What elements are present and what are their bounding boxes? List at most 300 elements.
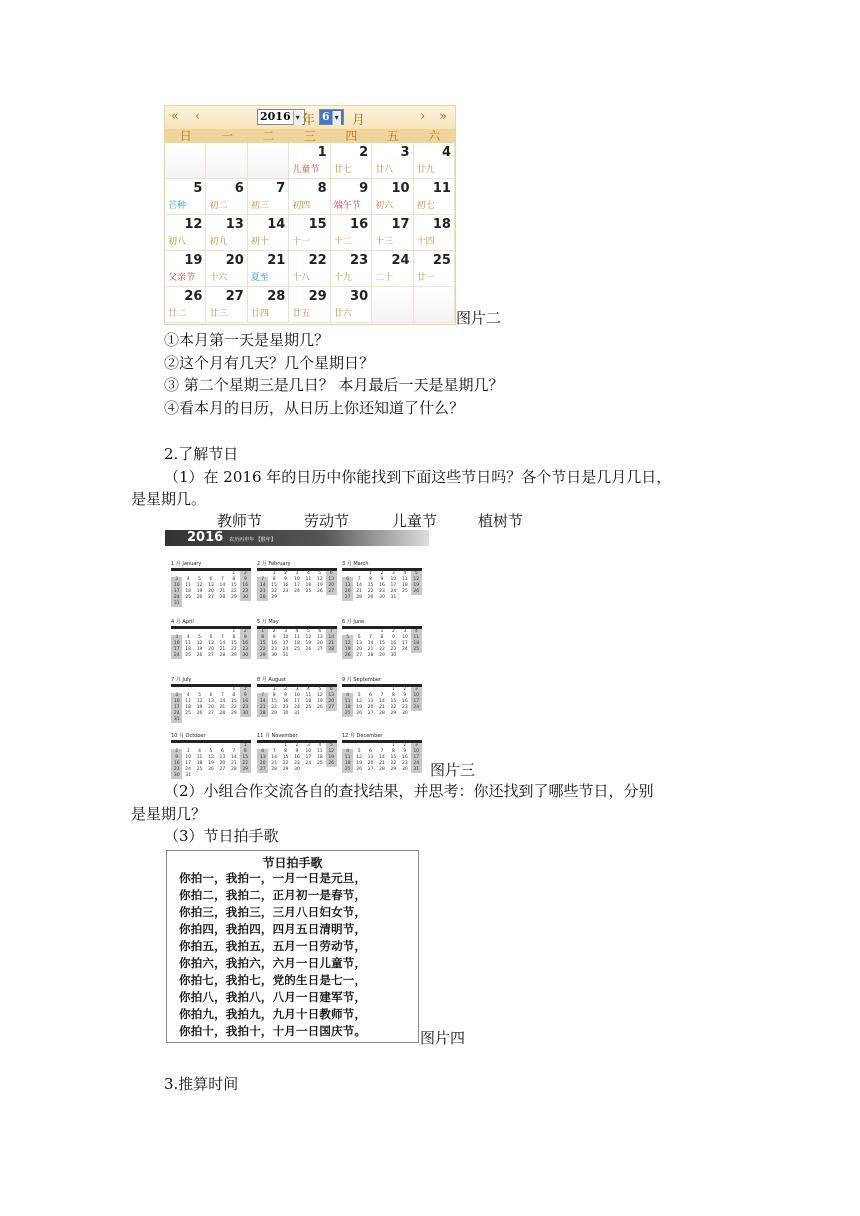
mini-day-cell: 7 <box>257 577 268 583</box>
mini-day-cell: 1 <box>369 571 372 576</box>
mini-day-cell: 1 <box>272 571 276 576</box>
weekday-label: 二 <box>262 129 275 143</box>
festival-teachers-day: 教师节 <box>217 512 263 530</box>
mini-day-cell: 28 <box>219 653 226 658</box>
day-number: 26 <box>184 289 203 304</box>
mini-day-cell: 2 <box>272 629 276 634</box>
month-mini-grid <box>257 743 337 773</box>
mini-day-cell: 27 <box>326 705 337 711</box>
lunar-date-label: 廿四 <box>250 309 269 319</box>
mini-day-cell: 20 <box>356 647 362 652</box>
mini-day-cell: 26 <box>208 767 214 772</box>
mini-day-cell: 25 <box>411 647 422 653</box>
mini-day-cell: 22 <box>230 589 237 594</box>
calendar-day-cell[interactable] <box>372 215 413 251</box>
song-line: 你拍一，我拍一，一月一日是元旦， <box>179 871 367 885</box>
section-2-para-1-line-2: 是星期几。 <box>131 490 207 508</box>
mini-day-cell: 15 <box>271 699 277 704</box>
mini-day-cell: 13 <box>219 755 226 760</box>
mini-day-cell: 29 <box>230 711 237 716</box>
mini-day-cell: 27 <box>257 767 268 773</box>
mini-day-cell: 10 <box>411 749 422 755</box>
mini-day-cell: 25 <box>185 711 191 716</box>
mini-day-cell: 18 <box>411 641 422 647</box>
mini-day-cell: 6 <box>209 635 213 640</box>
calendar-day-cell[interactable] <box>331 143 372 179</box>
lunar-date-label: 廿六 <box>333 309 352 319</box>
mini-day-cell: 29 <box>230 653 237 658</box>
calendar-day-cell[interactable] <box>289 251 330 287</box>
mini-day-cell: 16 <box>271 641 277 646</box>
lunar-date-label: 廿五 <box>292 309 311 319</box>
mini-day-cell: 20 <box>219 761 226 766</box>
mini-day-cell: 6 <box>369 749 372 754</box>
month-mini-grid <box>171 629 251 659</box>
mini-day-cell: 11 <box>185 641 191 646</box>
calendar-empty-cell <box>248 143 289 179</box>
mini-day-cell: 22 <box>271 589 277 594</box>
mini-day-cell: 15 <box>282 755 289 760</box>
month-mini-calendar <box>257 618 337 666</box>
mini-day-cell: 22 <box>390 705 397 710</box>
mini-day-cell: 6 <box>220 749 224 754</box>
mini-day-cell: 8 <box>391 749 395 754</box>
song-line: 你拍九，我拍九，九月十日教师节， <box>179 1007 367 1021</box>
mini-day-cell: 31 <box>411 767 422 773</box>
mini-day-cell: 21 <box>219 589 226 594</box>
mini-day-cell: 2 <box>403 687 407 692</box>
weekday-label: 日 <box>179 129 192 143</box>
month-mini-grid <box>171 687 251 723</box>
mini-day-cell: 22 <box>282 761 289 766</box>
month-mini-grid <box>342 743 422 773</box>
mini-day-cell: 19 <box>356 705 362 710</box>
mini-day-cell: 12 <box>342 641 353 647</box>
weekday-header <box>165 129 455 143</box>
mini-day-cell: 19 <box>316 583 323 588</box>
mini-day-cell: 20 <box>367 705 374 710</box>
lunar-date-label: 二十 <box>375 273 394 283</box>
calendar-day-cell[interactable] <box>289 143 330 179</box>
day-number: 9 <box>359 181 369 196</box>
mini-day-cell: 24 <box>171 595 182 601</box>
lunar-date-label: 夏至 <box>250 273 269 283</box>
mini-day-cell: 11 <box>185 699 191 704</box>
mini-day-cell: 7 <box>380 749 384 754</box>
banner-subtitle: 农历丙申年 【猴年】 <box>229 537 276 543</box>
mini-day-cell: 17 <box>185 761 191 766</box>
month-mini-grid <box>171 571 251 607</box>
prev-month-button[interactable]: ‹ <box>195 109 201 124</box>
mini-day-cell: 27 <box>219 767 226 772</box>
mini-day-cell: 14 <box>257 699 268 705</box>
mini-day-cell: 25 <box>196 767 203 772</box>
day-number: 4 <box>441 145 451 160</box>
calendar-nav-bar <box>165 106 455 129</box>
calendar-day-cell[interactable] <box>414 215 455 251</box>
calendar-day-cell[interactable] <box>248 179 289 215</box>
banner-year: 2016 <box>187 530 224 545</box>
day-number: 2 <box>359 145 369 160</box>
mini-day-cell: 11 <box>401 577 408 582</box>
mini-day-cell: 2 <box>171 749 182 755</box>
calendar-day-cell[interactable] <box>165 179 206 215</box>
calendar-day-cell[interactable] <box>372 143 413 179</box>
mini-day-cell: 7 <box>326 629 337 635</box>
mini-day-cell: 3 <box>295 687 299 692</box>
chevron-down-icon: ▾ <box>332 111 341 125</box>
mini-day-cell: 18 <box>294 641 300 646</box>
mini-day-cell: 29 <box>230 595 237 600</box>
mini-day-cell: 30 <box>294 767 300 772</box>
calendar-day-cell[interactable] <box>248 215 289 251</box>
mini-day-cell: 15 <box>390 755 397 760</box>
mini-day-cell: 4 <box>186 693 190 698</box>
mini-day-cell: 15 <box>257 641 268 647</box>
mini-day-cell: 26 <box>342 653 353 659</box>
mini-day-cell: 30 <box>171 773 182 779</box>
lunar-date-label: 十九 <box>333 273 352 283</box>
mini-day-cell: 17 <box>171 647 182 653</box>
calendar-day-cell[interactable] <box>289 215 330 251</box>
mini-day-cell: 27 <box>342 595 353 601</box>
mini-day-cell: 29 <box>257 653 268 659</box>
caption-picture-2: 图片二 <box>456 309 502 327</box>
weekday-label: 六 <box>428 129 441 143</box>
mini-day-cell: 28 <box>367 653 374 658</box>
mini-day-cell: 3 <box>391 571 395 576</box>
mini-day-cell: 12 <box>305 635 312 640</box>
mini-day-cell: 10 <box>282 635 289 640</box>
mini-day-cell: 11 <box>196 755 203 760</box>
mini-day-cell: 1 <box>232 629 236 634</box>
mini-day-cell: 28 <box>379 711 385 716</box>
mini-day-cell: 5 <box>209 749 213 754</box>
mini-day-cell: 8 <box>257 635 268 641</box>
mini-day-cell: 13 <box>367 699 374 704</box>
day-number: 30 <box>350 289 369 304</box>
question-3: ③ 第二个星期三是几日？ 本月最后一天是星期几？ <box>164 376 504 394</box>
mini-day-cell: 12 <box>196 699 203 704</box>
mini-day-cell: 12 <box>411 577 422 583</box>
mini-day-cell: 3 <box>171 693 182 699</box>
mini-day-cell: 30 <box>390 653 397 658</box>
mini-day-cell: 30 <box>240 653 251 659</box>
mini-day-cell: 14 <box>356 583 362 588</box>
mini-day-cell: 5 <box>357 749 361 754</box>
mini-day-cell: 10 <box>294 577 300 582</box>
lunar-date-label: 初九 <box>209 237 228 247</box>
mini-day-cell: 8 <box>284 749 287 754</box>
mini-day-cell: 11 <box>185 583 191 588</box>
lunar-date-label: 初八 <box>168 237 187 247</box>
calendar-day-cell[interactable] <box>165 215 206 251</box>
next-month-button[interactable]: › <box>420 109 426 124</box>
mini-day-cell: 18 <box>305 583 312 588</box>
mini-day-cell: 8 <box>391 693 395 698</box>
mini-day-cell: 14 <box>271 755 277 760</box>
mini-day-cell: 1 <box>232 571 236 576</box>
mini-day-cell: 5 <box>411 571 422 577</box>
mini-day-cell: 15 <box>240 755 251 761</box>
day-number: 12 <box>184 217 203 232</box>
section-2-para-2-line-2: 是星期几？ <box>131 805 207 823</box>
calendar-day-cell[interactable] <box>206 287 247 323</box>
calendar-day-cell[interactable] <box>331 287 372 323</box>
mini-day-cell: 10 <box>401 635 408 640</box>
lunar-date-label: 初四 <box>292 201 311 211</box>
month-mini-title: 8 月 August <box>257 677 286 683</box>
festival-clapping-song-box <box>166 850 419 1043</box>
mini-day-cell: 4 <box>186 635 190 640</box>
mini-day-cell: 13 <box>316 635 323 640</box>
prev-year-button[interactable]: « <box>171 109 179 124</box>
lunar-date-label: 廿七 <box>333 165 352 175</box>
mini-day-cell: 9 <box>240 577 251 583</box>
calendar-day-cell[interactable] <box>165 251 206 287</box>
mini-day-cell: 24 <box>294 589 300 594</box>
mini-day-cell: 6 <box>209 577 213 582</box>
mini-day-cell: 28 <box>326 647 337 653</box>
mini-day-cell: 12 <box>208 755 214 760</box>
mini-day-cell: 26 <box>196 711 203 716</box>
day-number: 3 <box>400 145 410 160</box>
lunar-date-label: 廿八 <box>375 165 394 175</box>
mini-day-cell: 14 <box>219 699 226 704</box>
mini-day-cell: 1 <box>272 687 276 692</box>
mini-day-cell: 24 <box>294 705 300 710</box>
mini-day-cell: 15 <box>379 641 385 646</box>
mini-day-cell: 18 <box>185 589 191 594</box>
mini-day-cell: 17 <box>294 583 300 588</box>
mini-day-cell: 9 <box>171 755 182 761</box>
mini-day-cell: 23 <box>294 761 300 766</box>
mini-day-cell: 2 <box>403 743 407 748</box>
mini-day-cell: 3 <box>186 749 190 754</box>
mini-day-cell: 5 <box>326 743 337 749</box>
calendar-day-cell[interactable] <box>206 251 247 287</box>
month-mini-calendar <box>342 676 422 724</box>
mini-day-cell: 7 <box>257 693 268 699</box>
mini-day-cell: 21 <box>367 647 374 652</box>
mini-day-cell: 10 <box>305 749 312 754</box>
mini-day-cell: 26 <box>411 589 422 595</box>
lunar-date-label: 廿九 <box>416 165 435 175</box>
mini-day-cell: 9 <box>403 749 407 754</box>
mini-day-cell: 24 <box>411 761 422 767</box>
mini-day-cell: 4 <box>306 687 310 692</box>
mini-day-cell: 24 <box>305 761 312 766</box>
calendar-day-cell[interactable] <box>206 179 247 215</box>
mini-day-cell: 6 <box>318 629 322 634</box>
calendar-day-cell[interactable] <box>414 143 455 179</box>
mini-day-cell: 17 <box>411 755 422 761</box>
mini-day-cell: 19 <box>196 705 203 710</box>
day-number: 16 <box>350 217 369 232</box>
month-mini-calendar <box>342 618 422 666</box>
mini-day-cell: 12 <box>316 693 323 698</box>
mini-day-cell: 9 <box>272 635 276 640</box>
mini-day-cell: 21 <box>219 647 226 652</box>
mini-day-cell: 27 <box>367 711 374 716</box>
mini-day-cell: 11 <box>411 635 422 641</box>
mini-day-cell: 6 <box>342 577 353 583</box>
mini-day-cell: 6 <box>209 693 213 698</box>
day-number: 20 <box>225 253 244 268</box>
calendar-day-cell[interactable] <box>331 215 372 251</box>
mini-day-cell: 19 <box>411 583 422 589</box>
lunar-date-label: 端午节 <box>333 201 361 211</box>
mini-day-cell: 6 <box>326 687 337 693</box>
calendar-day-cell[interactable] <box>331 179 372 215</box>
calendar-day-cell[interactable] <box>414 251 455 287</box>
day-number: 22 <box>308 253 327 268</box>
mini-day-cell: 12 <box>326 749 337 755</box>
festival-childrens-day: 儿童节 <box>392 512 438 530</box>
mini-day-cell: 9 <box>403 693 407 698</box>
mini-day-cell: 22 <box>240 761 251 767</box>
mini-day-cell: 3 <box>306 743 310 748</box>
mini-day-cell: 13 <box>342 583 353 589</box>
question-1: ①本月第一天是星期几？ <box>164 331 330 349</box>
mini-day-cell: 19 <box>356 761 362 766</box>
mini-day-cell: 9 <box>240 693 251 699</box>
calendar-day-cell[interactable] <box>248 287 289 323</box>
mini-day-cell: 1 <box>391 687 395 692</box>
mini-day-cell: 18 <box>196 761 203 766</box>
mini-day-cell: 8 <box>369 577 372 582</box>
mini-day-cell: 12 <box>356 699 362 704</box>
next-year-button[interactable]: » <box>439 109 447 124</box>
mini-day-cell: 10 <box>171 641 182 647</box>
calendar-day-cell[interactable] <box>414 179 455 215</box>
mini-day-cell: 25 <box>316 761 323 766</box>
mini-day-cell: 9 <box>284 577 287 582</box>
year-select[interactable] <box>257 109 305 125</box>
calendar-day-cell[interactable] <box>289 179 330 215</box>
calendar-day-cell[interactable] <box>372 251 413 287</box>
mini-day-cell: 5 <box>198 693 201 698</box>
mini-day-cell: 18 <box>316 755 323 760</box>
mini-day-cell: 31 <box>390 595 397 600</box>
mini-day-cell: 22 <box>230 647 237 652</box>
mini-day-cell: 1 <box>240 743 251 749</box>
mini-day-cell: 24 <box>401 647 408 652</box>
lunar-date-label: 廿一 <box>416 273 435 283</box>
calendar-day-cell[interactable] <box>372 179 413 215</box>
calendar-day-cell[interactable] <box>289 287 330 323</box>
mini-day-cell: 31 <box>282 653 289 658</box>
lunar-date-label: 十八 <box>292 273 311 283</box>
calendar-day-cell[interactable] <box>331 251 372 287</box>
calendar-day-cell[interactable] <box>206 215 247 251</box>
mini-day-cell: 23 <box>240 705 251 711</box>
mini-day-cell: 22 <box>230 705 237 710</box>
mini-day-cell: 19 <box>208 761 214 766</box>
song-line: 你拍四，我拍四，四月五日清明节， <box>179 922 367 936</box>
mini-day-cell: 19 <box>326 755 337 761</box>
mini-day-cell: 28 <box>356 595 362 600</box>
mini-day-cell: 17 <box>411 699 422 705</box>
day-number: 15 <box>308 217 327 232</box>
mini-day-cell: 31 <box>171 717 182 723</box>
lunar-date-label: 父亲节 <box>168 273 196 283</box>
mini-day-cell: 30 <box>271 653 277 658</box>
caption-picture-4: 图片四 <box>420 1029 466 1047</box>
month-mini-grid <box>257 687 337 717</box>
mini-day-cell: 1 <box>380 629 384 634</box>
mini-day-cell: 6 <box>357 635 361 640</box>
mini-day-cell: 2 <box>380 571 384 576</box>
mini-day-cell: 24 <box>171 711 182 717</box>
lunar-date-label: 芒种 <box>168 201 187 211</box>
mini-day-cell: 26 <box>196 653 203 658</box>
day-number: 10 <box>391 181 410 196</box>
mini-day-cell: 23 <box>390 647 397 652</box>
mini-day-cell: 2 <box>284 687 287 692</box>
song-line: 你拍十，我拍十，十月一日国庆节。 <box>179 1024 367 1038</box>
mini-day-cell: 29 <box>390 767 397 772</box>
mini-day-cell: 28 <box>230 767 237 772</box>
lunar-date-label: 初六 <box>375 201 394 211</box>
chevron-down-icon: ▾ <box>293 111 302 125</box>
calendar-day-cell[interactable] <box>165 287 206 323</box>
mini-day-cell: 2 <box>295 743 299 748</box>
mini-day-cell: 31 <box>185 773 191 778</box>
month-mini-title: 2 月 February <box>257 561 291 567</box>
mini-day-cell: 4 <box>342 749 353 755</box>
month-select[interactable] <box>319 109 344 125</box>
mini-day-cell: 10 <box>185 755 191 760</box>
mini-day-cell: 7 <box>220 577 224 582</box>
mini-day-cell: 4 <box>198 749 201 754</box>
month-select-value: 6 <box>322 110 330 123</box>
mini-day-cell: 29 <box>271 595 277 600</box>
mini-day-cell: 17 <box>282 641 289 646</box>
mini-day-cell: 23 <box>401 761 408 766</box>
mini-day-cell: 29 <box>282 767 289 772</box>
day-number: 27 <box>225 289 244 304</box>
mini-day-cell: 24 <box>171 653 182 659</box>
mini-day-cell: 1 <box>257 629 268 635</box>
lunar-date-label: 十一 <box>292 237 311 247</box>
day-number: 17 <box>391 217 410 232</box>
calendar-day-cell[interactable] <box>248 251 289 287</box>
mini-day-cell: 25 <box>342 711 353 717</box>
mini-day-cell: 14 <box>326 635 337 641</box>
mini-day-cell: 20 <box>316 641 323 646</box>
mini-day-cell: 19 <box>305 641 312 646</box>
month-mini-grid <box>342 629 422 659</box>
mini-day-cell: 12 <box>356 755 362 760</box>
mini-day-cell: 5 <box>318 687 322 692</box>
mini-day-cell: 31 <box>171 601 182 607</box>
mini-day-cell: 14 <box>379 699 385 704</box>
weekday-label: 三 <box>303 129 316 143</box>
mini-day-cell: 6 <box>257 749 268 755</box>
day-number: 1 <box>317 145 327 160</box>
mini-day-cell: 17 <box>305 755 312 760</box>
month-mini-grid <box>257 571 337 601</box>
mini-day-cell: 8 <box>272 693 276 698</box>
mini-day-cell: 17 <box>171 705 182 711</box>
mini-day-cell: 17 <box>294 699 300 704</box>
mini-day-cell: 29 <box>390 711 397 716</box>
mini-day-cell: 11 <box>342 699 353 705</box>
mini-day-cell: 30 <box>379 595 385 600</box>
mini-day-cell: 16 <box>240 641 251 647</box>
calendar-empty-cell <box>372 287 413 323</box>
